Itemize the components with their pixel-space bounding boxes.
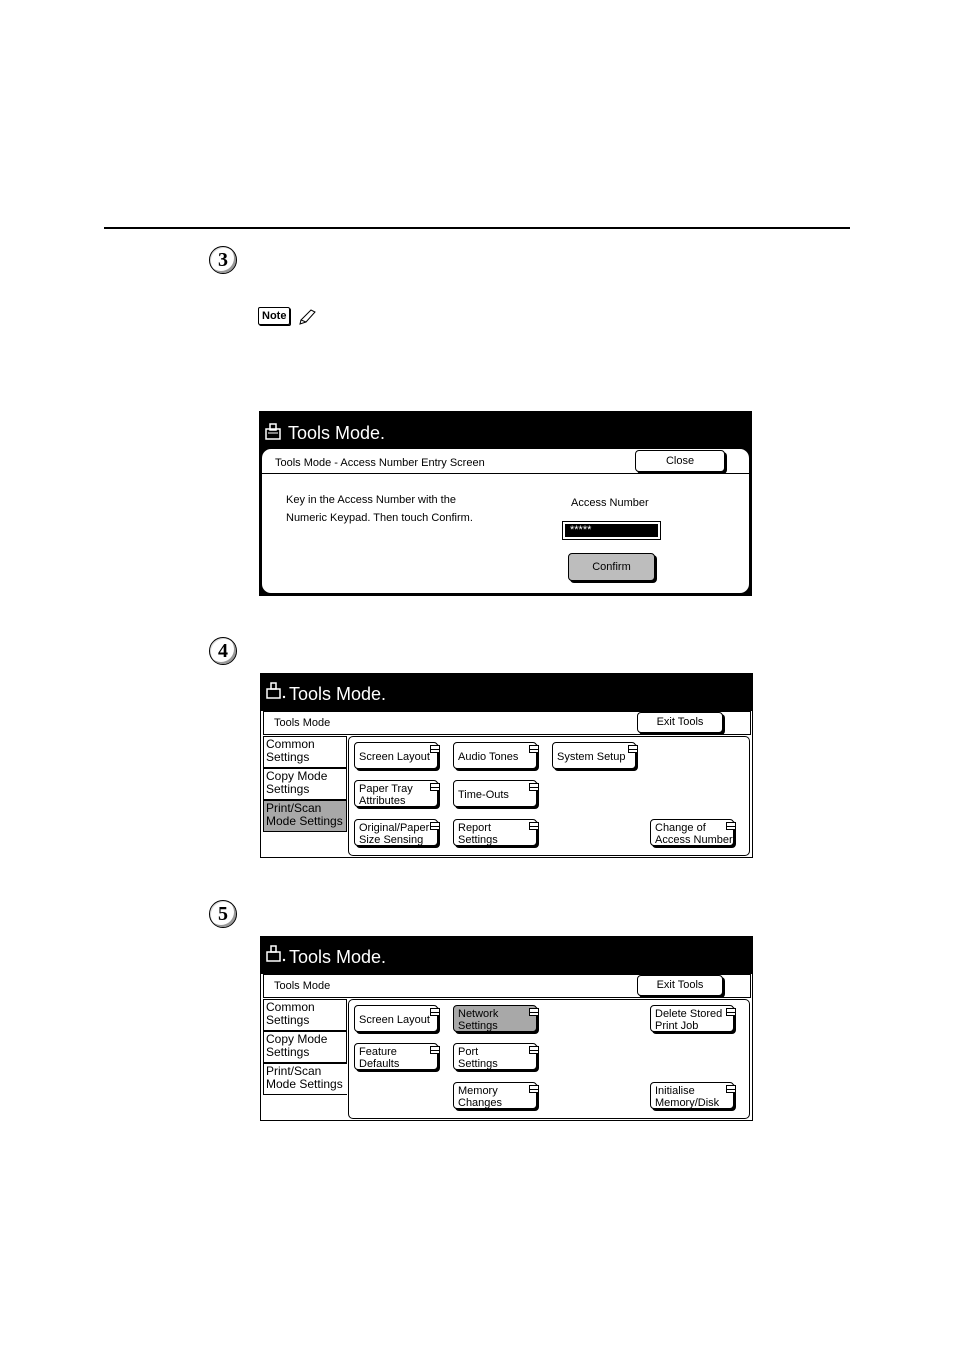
tab-label: Print/Scan [266, 801, 322, 815]
folder-icon [430, 745, 440, 753]
button-label: Delete Stored [655, 1008, 723, 1020]
screen-header: Tools Mode - Access Number Entry Screen [275, 457, 485, 469]
screen-body [261, 448, 750, 594]
folder-icon [430, 1008, 440, 1016]
folder-icon [529, 822, 539, 830]
original-paper-size-sensing-button[interactable] [354, 819, 438, 846]
access-number-field-frame[interactable] [562, 521, 661, 540]
tab-copy-mode-settings[interactable] [263, 768, 347, 800]
screen-header: Tools Mode [274, 980, 331, 992]
tab-label: Copy Mode [266, 769, 328, 783]
tab-print-scan-mode-settings[interactable] [263, 1063, 347, 1095]
button-label: Size Sensing [359, 834, 424, 846]
screen-header: Tools Mode [274, 717, 331, 729]
tab-label: Settings [266, 1045, 310, 1059]
tab-label: Mode Settings [266, 1077, 343, 1091]
tab-common-settings[interactable] [263, 999, 347, 1031]
title-bar [260, 412, 751, 448]
title-bar [261, 937, 752, 974]
tools-icon [264, 422, 284, 442]
button-label: Settings [458, 1058, 498, 1070]
folder-icon [726, 1085, 736, 1093]
report-settings-button[interactable] [453, 819, 537, 846]
button-label: Network [458, 1008, 499, 1020]
folder-icon [529, 1008, 539, 1016]
title-bar [261, 674, 752, 711]
port-settings-button[interactable] [453, 1043, 537, 1070]
screen-layout-button[interactable] [354, 1005, 438, 1032]
tab-common-settings[interactable] [263, 736, 347, 768]
button-label: Access Number [655, 834, 733, 846]
folder-icon [430, 822, 440, 830]
button-label: Time-Outs [458, 789, 509, 801]
window-title: Tools Mode. [289, 947, 387, 967]
delete-stored-print-job-button[interactable] [650, 1005, 734, 1032]
button-label: Screen Layout [359, 751, 430, 763]
tab-label: Settings [266, 1013, 310, 1027]
tab-label: Print/Scan [266, 1064, 322, 1078]
folder-icon [430, 1046, 440, 1054]
button-label: Defaults [359, 1058, 400, 1070]
button-label: Paper Tray [359, 783, 413, 795]
access-number-screen [259, 411, 752, 596]
instruction-line-1: Key in the Access Number with the [286, 494, 456, 506]
button-label: Attributes [359, 795, 406, 807]
audio-tones-button[interactable] [453, 742, 537, 769]
access-number-input[interactable]: ***** [565, 524, 658, 537]
button-label: Change of [655, 822, 706, 834]
tools-mode-screen-print-scan [260, 673, 753, 858]
exit-tools-button[interactable]: Exit Tools [637, 975, 723, 996]
button-label: Original/Paper [359, 822, 430, 834]
confirm-button[interactable]: Confirm [568, 553, 655, 581]
tab-label: Common [266, 1000, 315, 1014]
button-label: Memory [458, 1085, 498, 1097]
tab-label: Copy Mode [266, 1032, 328, 1046]
window-title: Tools Mode. [288, 423, 386, 443]
folder-icon [529, 1085, 539, 1093]
instruction-line-2: Numeric Keypad. Then touch Confirm. [286, 512, 473, 524]
change-of-access-number-button[interactable] [650, 819, 734, 846]
header-rule [104, 227, 850, 229]
folder-icon [628, 745, 638, 753]
folder-icon [726, 822, 736, 830]
memory-changes-button[interactable] [453, 1082, 537, 1109]
access-number-label: Access Number [571, 497, 649, 509]
tab-label: Settings [266, 782, 310, 796]
button-label: Print Job [655, 1020, 699, 1032]
exit-tools-button[interactable]: Exit Tools [637, 712, 723, 733]
folder-icon [726, 1008, 736, 1016]
folder-icon [529, 783, 539, 791]
screen-layout-button[interactable] [354, 742, 438, 769]
close-button[interactable]: Close [635, 450, 725, 472]
tools-icon [265, 681, 287, 701]
tools-icon [265, 944, 287, 964]
tools-mode-screen-common-settings [260, 936, 753, 1121]
button-label: Feature [359, 1046, 397, 1058]
paper-tray-attributes-button[interactable] [354, 780, 438, 807]
button-label: Memory/Disk [655, 1097, 720, 1109]
window-title: Tools Mode. [289, 684, 387, 704]
network-settings-button[interactable] [453, 1005, 537, 1032]
pen-icon [298, 306, 318, 326]
tab-label: Settings [266, 750, 310, 764]
tab-print-scan-mode-settings[interactable] [263, 800, 347, 832]
step-5-badge: 5 [209, 900, 237, 928]
button-label: Audio Tones [458, 751, 519, 763]
step-4-badge: 4 [209, 637, 237, 665]
time-outs-button[interactable] [453, 780, 537, 807]
feature-defaults-button[interactable] [354, 1043, 438, 1070]
step-3-badge: 3 [209, 246, 237, 274]
button-label: Settings [458, 1020, 498, 1032]
tab-copy-mode-settings[interactable] [263, 1031, 347, 1063]
tab-label: Mode Settings [266, 814, 343, 828]
note-label: Note [258, 307, 290, 325]
system-setup-button[interactable] [552, 742, 636, 769]
button-label: Port [458, 1046, 479, 1058]
folder-icon [529, 745, 539, 753]
button-label: System Setup [557, 751, 626, 763]
button-label: Screen Layout [359, 1014, 430, 1026]
initialise-memory-disk-button[interactable] [650, 1082, 734, 1109]
folder-icon [430, 783, 440, 791]
button-label: Initialise [655, 1085, 695, 1097]
button-label: Settings [458, 834, 498, 846]
button-label: Changes [458, 1097, 503, 1109]
folder-icon [529, 1046, 539, 1054]
tab-label: Common [266, 737, 315, 751]
button-label: Report [458, 822, 492, 834]
